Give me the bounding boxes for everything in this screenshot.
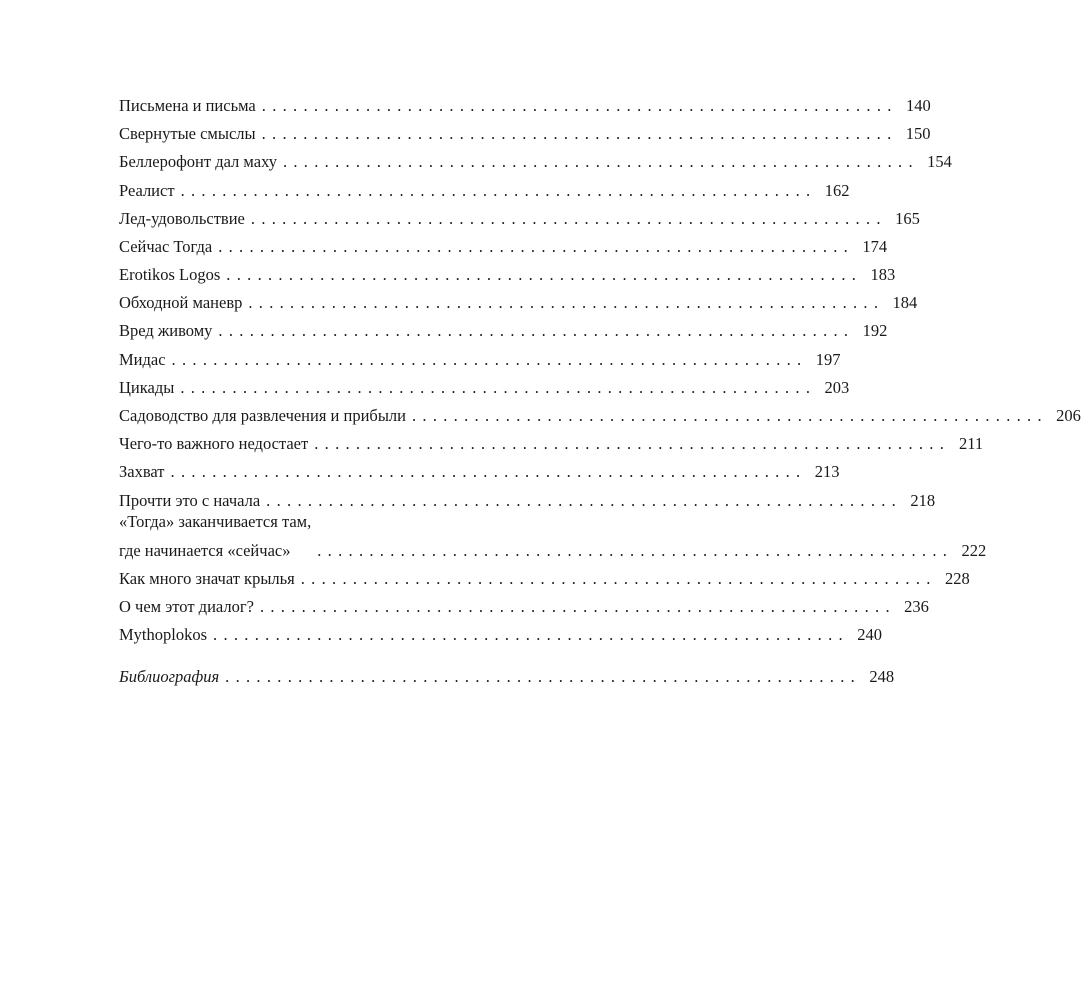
toc-entry-page: 236: [904, 596, 929, 616]
toc-entry-title: Мидас: [119, 349, 166, 369]
toc-entry-title: Садоводство для развлечения и прибыли: [119, 406, 406, 426]
toc-entry-title: Захват: [119, 462, 165, 482]
toc-entry: [119, 374, 850, 402]
toc-entry-page: 218: [910, 490, 936, 510]
toc-entry: [119, 565, 970, 593]
toc-entry: [119, 346, 841, 374]
dot-leader: .............................................................: [300, 568, 937, 588]
toc-entry-title: Чего-то важного недостает: [119, 434, 309, 454]
toc-entry-title: Сейчас Тогда: [119, 236, 213, 256]
toc-entry: [119, 261, 896, 289]
toc-entry-title: Свернутые смыслы: [119, 124, 256, 144]
toc-entry-page: 228: [944, 568, 970, 588]
toc-entry: [119, 621, 882, 649]
toc-entry-page: 162: [824, 180, 850, 200]
dot-leader: .............................................................: [218, 321, 855, 341]
dot-leader: .............................................................: [282, 152, 919, 172]
toc-entry-title: Беллерофонт дал маху: [119, 152, 277, 172]
toc-entry-page: 203: [824, 377, 850, 397]
toc-entry-title: Лед-удовольствие: [119, 208, 245, 228]
toc-entry-page: 192: [862, 321, 888, 341]
toc-entry-title: Вред живому: [119, 321, 213, 341]
toc-entry: [119, 458, 840, 486]
toc-entry-page: 140: [905, 95, 931, 115]
toc-entry-page: 183: [870, 265, 896, 285]
dot-leader: .............................................................: [317, 540, 954, 560]
toc-entry-page: 174: [862, 236, 888, 256]
toc-entry: [119, 318, 888, 346]
toc-entry-title: Реалист: [119, 180, 175, 200]
table-of-contents: [119, 92, 1081, 692]
dot-leader: .............................................................: [411, 406, 1048, 426]
dot-leader: .............................................................: [225, 667, 862, 687]
toc-entry-title: Обходной маневр: [119, 293, 243, 313]
toc-entry-page: 222: [961, 540, 987, 560]
toc-entry-page: 240: [857, 625, 882, 645]
bibliography-title: Библиография: [119, 667, 220, 687]
toc-entry-title: О чем этот диалог?: [119, 596, 254, 616]
toc-entry-title: Письмена и письма: [119, 95, 256, 115]
toc-entry: [119, 430, 984, 458]
toc-entry-page: 150: [905, 124, 931, 144]
toc-entry-page: 165: [895, 208, 920, 228]
dot-leader: .............................................................: [170, 462, 807, 482]
dot-leader: .............................................................: [250, 208, 887, 228]
dot-leader: .............................................................: [261, 124, 898, 144]
dot-leader: .............................................................: [218, 236, 855, 256]
dot-leader: .............................................................: [171, 349, 808, 369]
toc-entry-title: Erotikos Logos: [119, 265, 221, 285]
dot-leader: .............................................................: [180, 377, 817, 397]
dot-leader: .............................................................: [266, 490, 903, 510]
toc-entry: [119, 512, 987, 565]
toc-entry: [119, 205, 920, 233]
toc-entry-page: 184: [892, 293, 918, 313]
toc-entry-bibliography: [119, 663, 895, 691]
toc-entry: [119, 92, 931, 120]
toc-entry: [119, 120, 931, 148]
toc-entry-title: Цикады: [119, 377, 175, 397]
toc-entry-title: Mythoplokos: [119, 625, 208, 645]
section-spacer: [119, 649, 537, 663]
dot-leader: .............................................................: [226, 265, 863, 285]
toc-entry-page: 211: [959, 434, 984, 454]
toc-entry-title-line2: где начинается «сейчас»: [119, 540, 291, 560]
toc-entry: [119, 177, 850, 205]
dot-leader: .............................................................: [248, 293, 885, 313]
toc-entry: [119, 148, 952, 176]
dot-leader: .............................................................: [314, 434, 951, 454]
toc-entry-title: Прочти это с начала: [119, 490, 261, 510]
dot-leader: .............................................................: [259, 596, 896, 616]
toc-entry: [119, 289, 918, 317]
dot-leader: .............................................................: [180, 180, 817, 200]
toc-entry-title-line1: «Тогда» заканчивается там,: [119, 512, 312, 532]
toc-entry: [119, 593, 929, 621]
dot-leader: .............................................................: [213, 625, 849, 645]
toc-entry-page: 213: [814, 462, 840, 482]
toc-entry-page: 154: [927, 152, 952, 172]
toc-entry: [119, 402, 1081, 430]
toc-entry-title: Как много значат крылья: [119, 568, 295, 588]
toc-entry-page: 197: [815, 349, 841, 369]
dot-leader: .............................................................: [261, 95, 898, 115]
toc-entry-page: 206: [1056, 406, 1081, 426]
toc-entry: [119, 233, 888, 261]
bibliography-page: 248: [869, 667, 895, 687]
